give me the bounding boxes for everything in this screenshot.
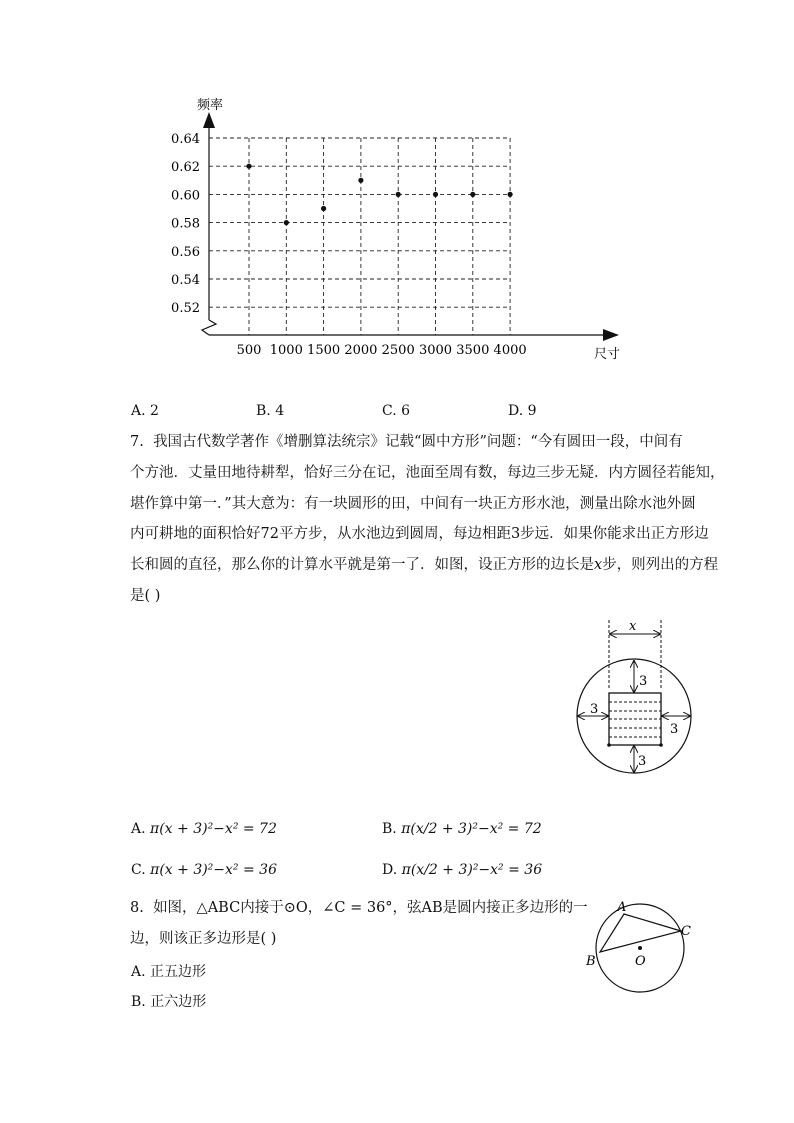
x-tick-label: 4000 xyxy=(493,343,527,358)
x-tick-label: 2000 xyxy=(344,343,378,358)
option-letter: C. xyxy=(131,862,146,878)
option-letter: B. xyxy=(382,821,397,837)
data-point xyxy=(396,192,401,197)
data-point xyxy=(508,192,513,197)
question-7 xyxy=(130,427,725,612)
option-letter: C. xyxy=(382,403,397,419)
y-tick-label: 0.58 xyxy=(171,216,200,232)
y-tick-label: 0.54 xyxy=(171,273,200,288)
y-tick-label: 0.60 xyxy=(171,188,200,204)
option-text: 6 xyxy=(401,403,411,419)
option-text: 4 xyxy=(275,403,285,419)
option-text: 2 xyxy=(150,403,159,419)
option-text: 正六边形 xyxy=(150,994,207,1010)
x-axis-label: 尺寸 xyxy=(594,347,621,362)
option-letter: A. xyxy=(131,821,146,837)
q7-line-4: 内可耕地的面积恰好72平方步，从水池边到圆周，每边相距3步远．如果你能求出正方形边 xyxy=(130,526,709,543)
option-text: 正五边形 xyxy=(150,964,207,980)
q7-line-1: 7. 我国古代数学著作《增删算法统宗》记载“圆中方形”问题：“今有圆田一段，中间有 xyxy=(130,434,683,450)
q7-line-3: 堪作算中第一．”其大意为：有一块圆形的田，中间有一块正方形水池，测量出除水池外圆 xyxy=(130,495,696,512)
option-letter: A. xyxy=(131,403,146,419)
y-tick-label: 0.62 xyxy=(171,160,200,176)
fig-label-o: O xyxy=(635,954,646,969)
fig-label-c: C xyxy=(681,924,691,939)
option-letter: A. xyxy=(131,964,146,980)
option-formula: π(x/2 + 3)²−x² = 72 xyxy=(401,821,542,837)
option-letter: D. xyxy=(508,403,524,419)
q7-option-c[interactable] xyxy=(131,862,277,878)
q7-option-a[interactable] xyxy=(131,821,277,837)
x-axis-arrow xyxy=(603,329,619,341)
y-tick-label: 0.64 xyxy=(171,132,200,147)
option-letter: B. xyxy=(256,403,271,419)
q6-option-c[interactable] xyxy=(382,403,410,419)
variable-x: x xyxy=(594,557,603,574)
x-tick-label: 2500 xyxy=(381,343,415,358)
q7-line-6: 是( ) xyxy=(130,587,161,604)
question-number: 7. xyxy=(130,434,144,450)
axis-break xyxy=(202,320,216,335)
fig-label-x: x xyxy=(629,619,637,634)
data-point xyxy=(284,220,289,225)
fig-label-a: A xyxy=(617,900,627,915)
data-point xyxy=(470,192,475,197)
data-point xyxy=(433,192,438,197)
fig-label-3-right: 3 xyxy=(670,722,679,737)
q8-option-b[interactable] xyxy=(131,991,206,1011)
y-tick-label: 0.56 xyxy=(171,244,200,260)
fig-label-b: B xyxy=(586,954,596,969)
data-point xyxy=(358,178,363,183)
fig-label-3-left: 3 xyxy=(590,702,599,717)
question-number: 8. xyxy=(130,900,144,916)
data-point xyxy=(321,206,326,211)
y-axis-label: 频率 xyxy=(197,98,224,113)
option-formula: π(x/2 + 3)²−x² = 36 xyxy=(401,862,543,878)
q7-line-5: 长和圆的直径，那么你的计算水平就是第一了．如图，设正方形的边长是x步，则列出的方程 xyxy=(130,557,719,574)
fig-label-3-bottom: 3 xyxy=(638,754,647,769)
q8-option-a[interactable] xyxy=(131,961,206,981)
x-tick-label: 1000 xyxy=(269,343,303,358)
fig-label-3-top: 3 xyxy=(639,674,648,689)
q7-option-b[interactable] xyxy=(382,821,542,837)
q6-option-b[interactable] xyxy=(256,403,284,419)
chart-grid xyxy=(209,138,510,335)
option-letter: B. xyxy=(131,994,146,1010)
q8-line-1: 8. 如图，△ABC内接于⊙O，∠C = 36°，弦AB是圆内接正多边形的一 xyxy=(130,900,588,916)
frequency-chart xyxy=(0,0,794,380)
x-tick-label: 1500 xyxy=(307,343,341,358)
q8-line-2: 边，则该正多边形是( ) xyxy=(130,930,277,947)
q7-option-d[interactable] xyxy=(382,862,542,878)
q7-figure xyxy=(570,615,700,785)
option-text: 9 xyxy=(527,403,537,419)
chart-axes xyxy=(202,112,619,341)
x-tick-label: 3000 xyxy=(418,343,453,358)
x-tick-label: 3500 xyxy=(456,343,490,358)
option-letter: D. xyxy=(382,862,398,878)
option-formula: π(x + 3)²−x² = 72 xyxy=(150,821,277,837)
q8-figure xyxy=(580,898,700,998)
data-point xyxy=(246,164,251,169)
option-formula: π(x + 3)²−x² = 36 xyxy=(150,862,277,878)
q6-option-a[interactable] xyxy=(131,403,159,419)
q7-line-2: 个方池．丈量田地待耕犁，恰好三分在记，池面至周有数，每边三步无疑．内方圆径若能知， xyxy=(130,464,725,481)
y-axis-arrow xyxy=(203,112,215,128)
q6-option-d[interactable] xyxy=(508,403,537,419)
y-tick-label: 0.52 xyxy=(171,301,200,317)
x-tick-label: 500 xyxy=(236,343,262,358)
